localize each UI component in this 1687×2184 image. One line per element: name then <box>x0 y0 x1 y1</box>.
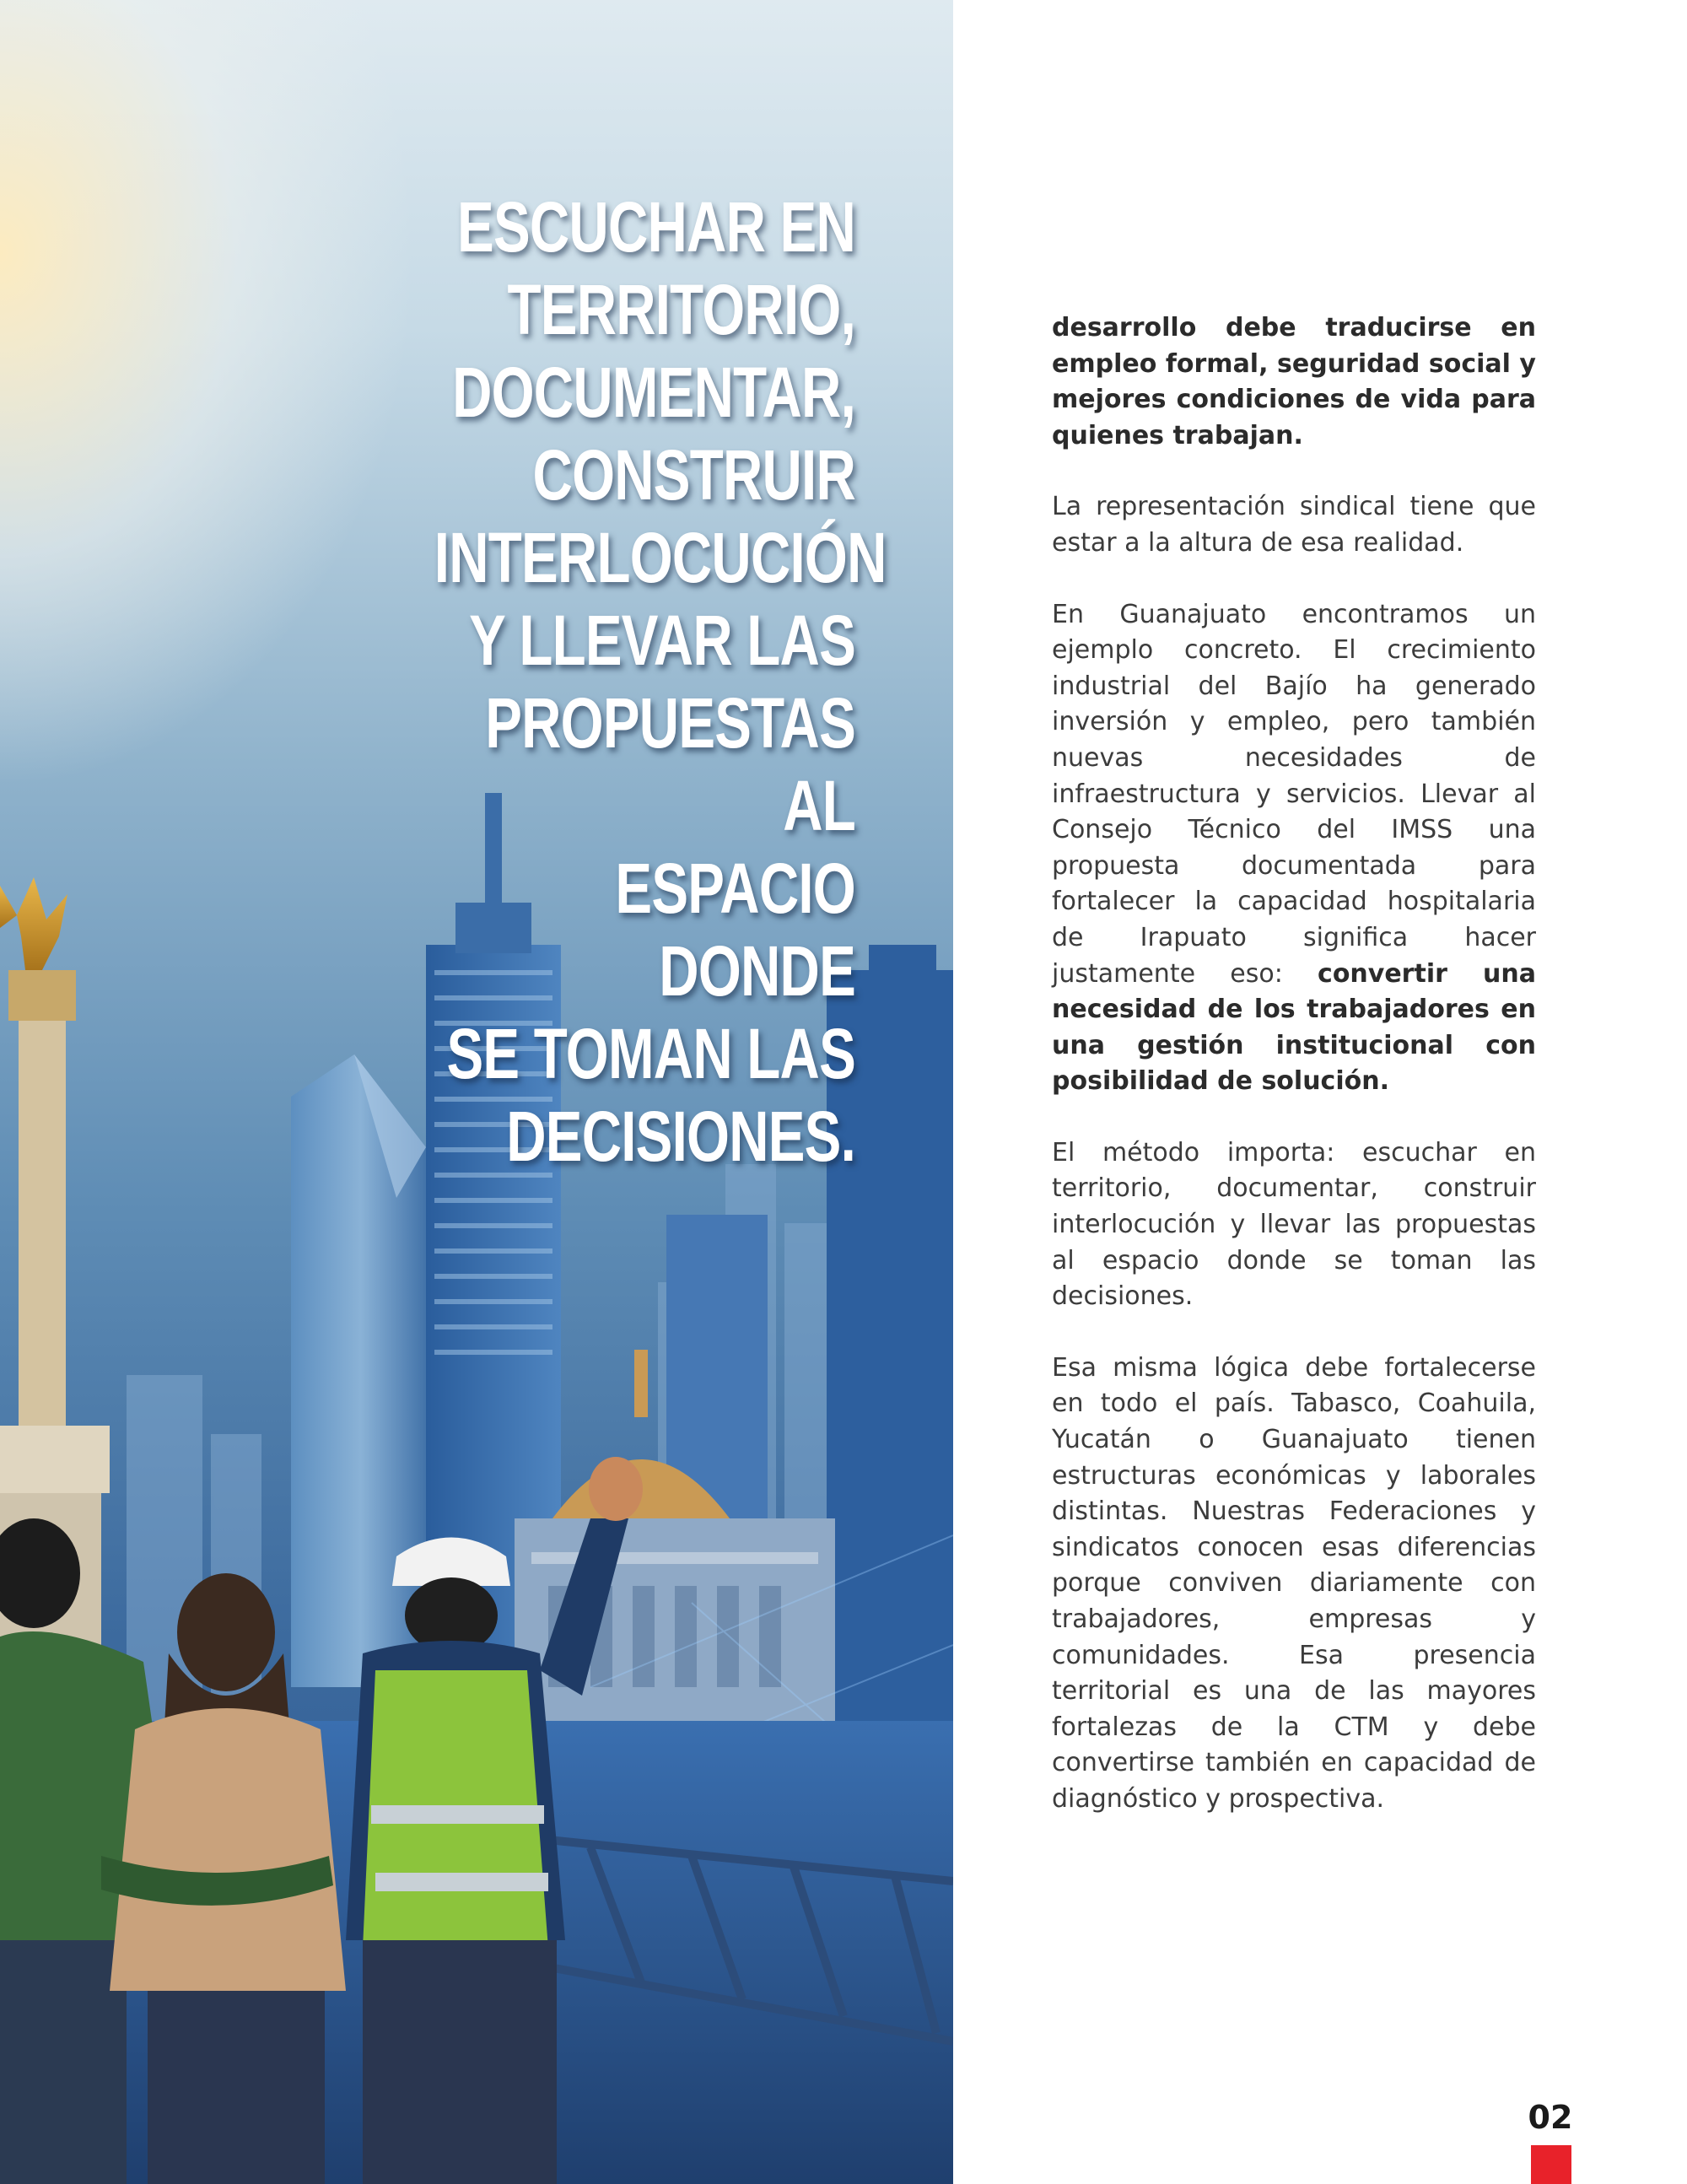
page-number: 02 <box>1528 2099 1573 2136</box>
paragraph-guanajuato-text: En Guanajuato encontramos un ejemplo concreto. El crecimiento industrial del Bajío ha generado inversión y empleo, pero también nuevas necesidades de infraestructura y servicios. Llevar al Consejo Técnico del IMSS una propuesta documentada para fortalecer la capacidad hospitalaria de Irapuato significa hacer justamente eso: <box>1052 599 1536 989</box>
pull-quote: ESCUCHAR EN TERRITORIO, DOCUMENTAR, CONSTRUIR INTERLOCUCIÓN Y LLEVAR LAS PROPUESTAS AL ESPACIO DONDE SE TOMAN LAS DECISIONES. <box>434 187 887 1176</box>
paragraph-representation: La representación sindical tiene que estar a la altura de esa realidad. <box>1052 492 1536 558</box>
page-marker-red-square <box>1531 2145 1571 2184</box>
article-body <box>1052 310 1536 1853</box>
paragraph-guanajuato-bold: convertir una necesidad de los trabajadores en una gestión institucional con posibilidad de solución. <box>1052 958 1536 1097</box>
paragraph-national: Esa misma lógica debe fortalecerse en todo el país. Tabasco, Coahuila, Yucatán o Guanajuato tienen estructuras económicas y laborales distintas. Nuestras Federaciones y sindicatos conocen esas diferencias porque conviven diariamente con trabajadores, empresas y comunidades. Esa presencia territorial es una de las mayores fortalezas de la CTM y debe convertirse también en capacidad de diagnóstico y prospectiva. <box>1052 1352 1536 1814</box>
paragraph-intro-bold: desarrollo debe traducirse en empleo formal, seguridad social y mejores condiciones de vida para quienes trabajan. <box>1052 313 1536 450</box>
glass-tower-left <box>291 1054 430 1687</box>
paragraph-guanajuato <box>1052 597 1536 1100</box>
paragraph-intro <box>1052 310 1536 454</box>
paragraph-method: El método importa: escuchar en territorio, documentar, construir interlocución y llevar las propuestas al espacio donde se toman las decisiones. <box>1052 1137 1536 1312</box>
